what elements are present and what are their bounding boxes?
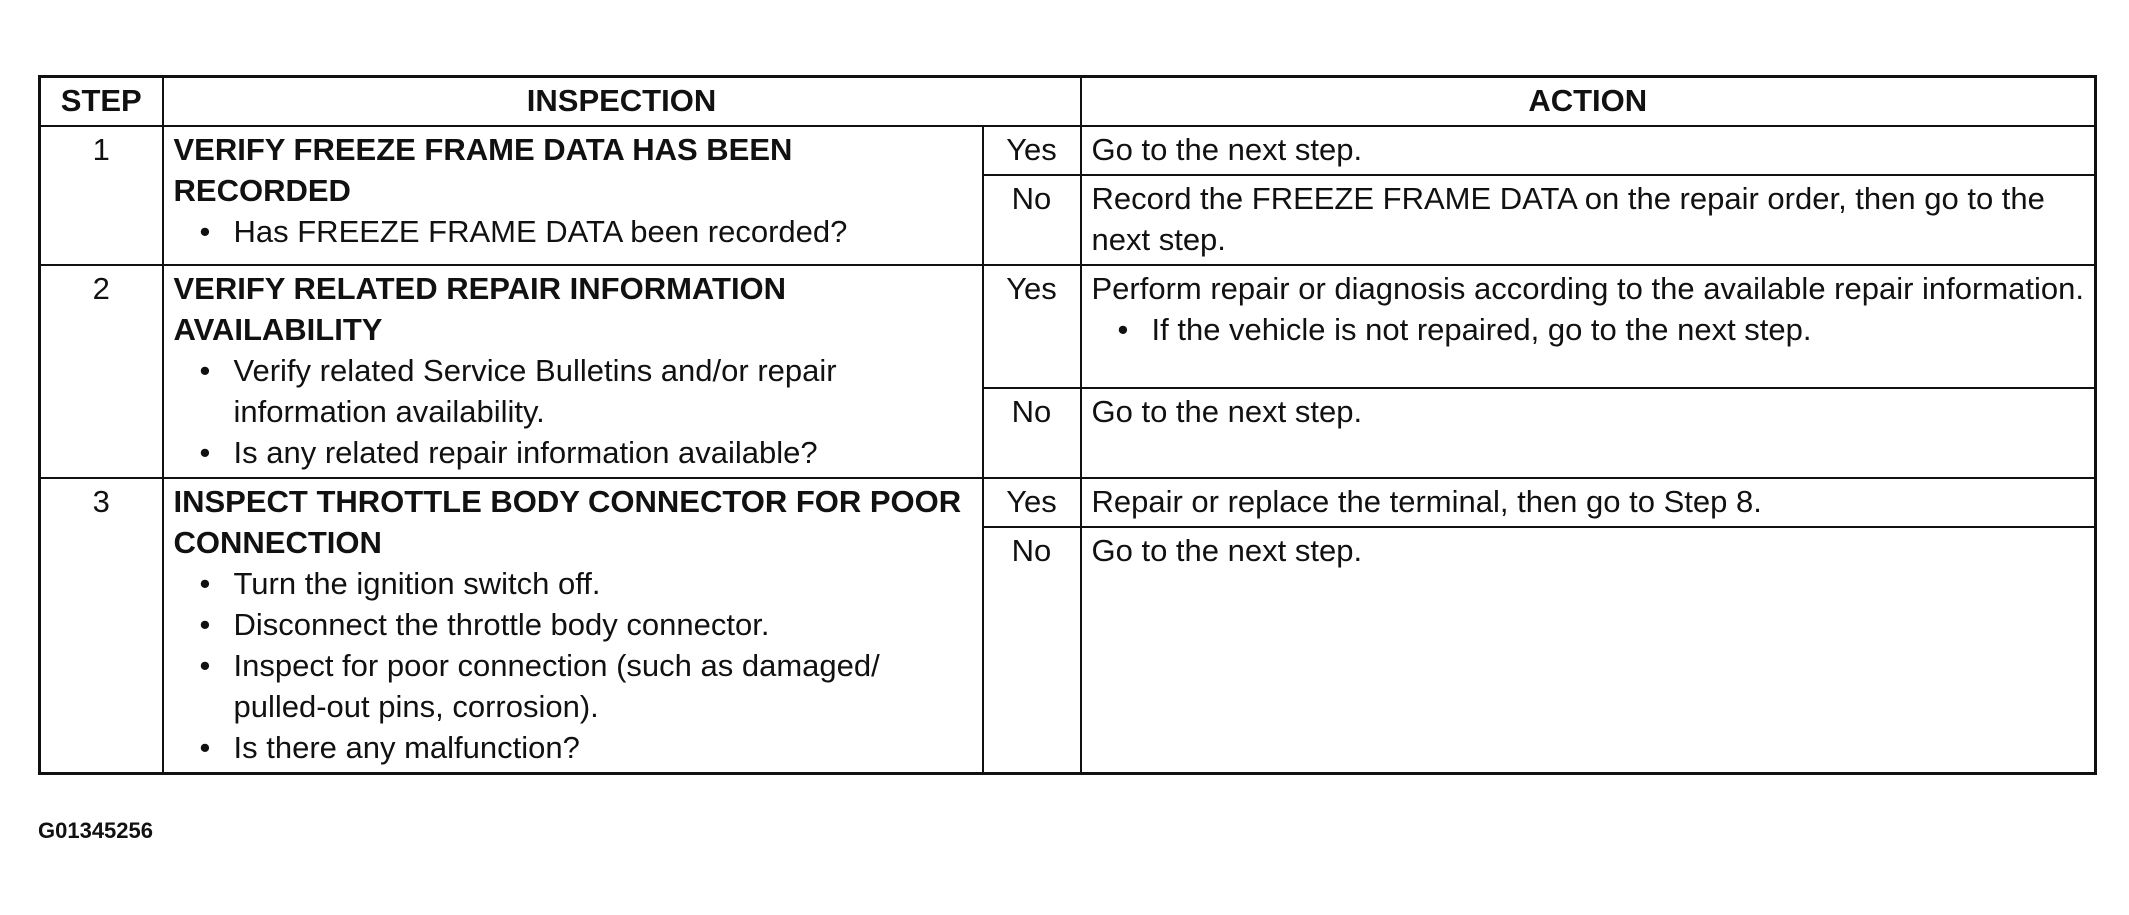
step-number: 3 — [40, 478, 163, 774]
header-row — [40, 77, 2096, 127]
no-label: No — [983, 388, 1081, 478]
yes-action-cell — [1081, 265, 2096, 388]
list-item: • Turn the ignition switch off. — [200, 563, 972, 604]
step-number: 1 — [40, 126, 163, 265]
no-label: No — [983, 527, 1081, 774]
no-action: Record the FREEZE FRAME DATA on the repair order, then go to the next step. — [1081, 175, 2096, 265]
inspection-cell — [163, 478, 983, 774]
list-item: • Verify related Service Bulletins and/or repair information availability. — [200, 350, 972, 432]
inspection-title: VERIFY RELATED REPAIR INFORMATION AVAILABILITY — [173, 271, 787, 347]
inspection-title: INSPECT THROTTLE BODY CONNECTOR FOR POOR CONNECTION — [173, 484, 962, 560]
list-item: • Disconnect the throttle body connector. — [200, 604, 972, 645]
yes-label: Yes — [983, 265, 1081, 388]
list-item: • Has FREEZE FRAME DATA been recorded? — [200, 211, 972, 252]
header-inspection: INSPECTION — [163, 77, 1081, 127]
header-action: ACTION — [1081, 77, 2096, 127]
table-row — [40, 265, 2096, 388]
yes-action: Repair or replace the terminal, then go to Step 8. — [1081, 478, 2096, 527]
no-action: Go to the next step. — [1081, 388, 2096, 478]
figure-id: G01345256 — [38, 818, 153, 843]
action-sublist — [1092, 309, 2085, 350]
list-item: • If the vehicle is not repaired, go to the next step. — [1118, 309, 2085, 350]
diagnostic-table — [38, 75, 2097, 775]
inspection-list — [174, 211, 972, 252]
no-label: No — [983, 175, 1081, 265]
yes-label: Yes — [983, 478, 1081, 527]
inspection-cell — [163, 265, 983, 478]
list-item: • Is there any malfunction? — [200, 727, 972, 768]
inspection-list — [174, 563, 972, 768]
yes-action: Perform repair or diagnosis according to the available repair information. — [1091, 271, 2084, 306]
no-action: Go to the next step. — [1081, 527, 2096, 774]
inspection-list — [174, 350, 972, 473]
list-item: • Is any related repair information available? — [200, 432, 972, 473]
table-row — [40, 126, 2096, 175]
inspection-cell — [163, 126, 983, 265]
header-step: STEP — [40, 77, 163, 127]
list-item: • Inspect for poor connection (such as damaged/ pulled-out pins, corrosion). — [200, 645, 972, 727]
table-row — [40, 478, 2096, 527]
yes-action: Go to the next step. — [1081, 126, 2096, 175]
yes-label: Yes — [983, 126, 1081, 175]
inspection-title: VERIFY FREEZE FRAME DATA HAS BEEN RECORDED — [173, 132, 793, 208]
step-number: 2 — [40, 265, 163, 478]
